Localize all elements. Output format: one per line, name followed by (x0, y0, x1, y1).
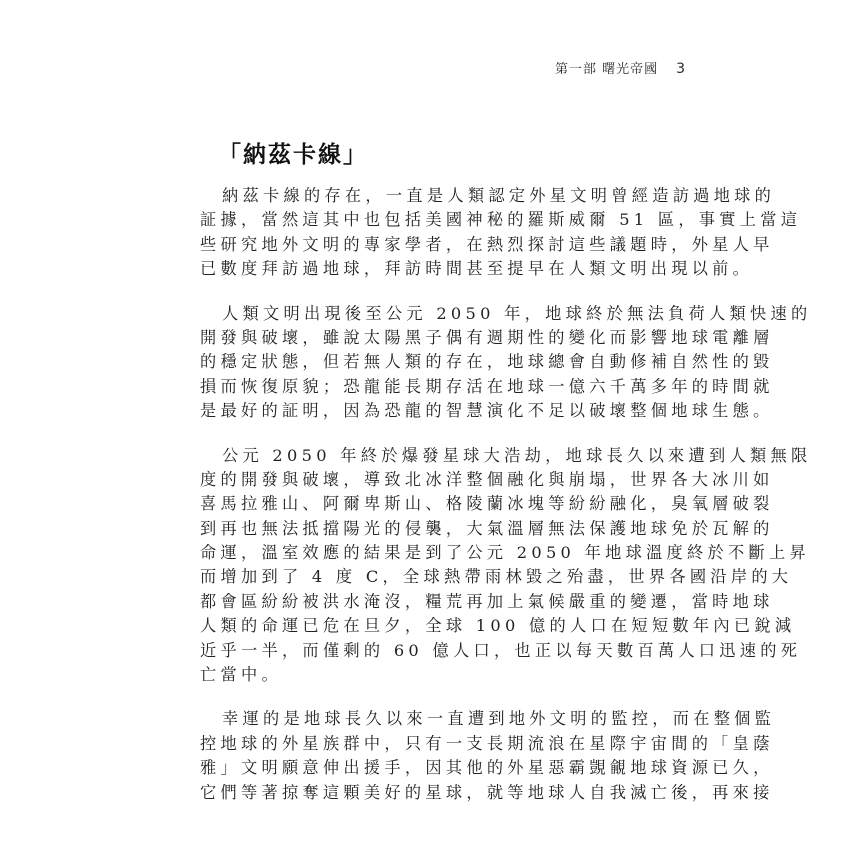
text-line: 都會區紛紛被洪水淹沒，糧荒再加上氣候嚴重的變遷，當時地球 (200, 591, 774, 611)
text-line: 納茲卡線的存在，一直是人類認定外星文明曾經造訪過地球的 (222, 186, 776, 205)
paragraph-4 (200, 707, 776, 805)
text-line: 開發與破壞，雖說太陽黑子偶有週期性的變化而影響地球電離層 (200, 327, 774, 347)
body-text (200, 184, 812, 825)
text-line: 雅」文明願意伸出援手，因其他的外星惡霸覬覦地球資源已久， (200, 758, 774, 778)
text-line: 到再也無法抵擋陽光的侵襲，大氣溫層無法保護地球免於瓦解的 (200, 518, 774, 538)
text-line: 度的開發與破壞，導致北冰洋整個融化與崩塌，世界各大冰川如 (200, 469, 774, 489)
text-line: 人類文明出現後至公元 2050 年，地球終於無法負荷人類快速的 (222, 303, 812, 323)
text-line: 些研究地外文明的專家學者，在熱烈探討這些議題時，外星人早 (200, 234, 774, 254)
paragraph-2 (200, 302, 812, 424)
running-header-section: 第一部 曙光帝國 (554, 62, 659, 77)
text-line: 幸運的是地球長久以來一直遭到地外文明的監控，而在整個監 (222, 709, 776, 729)
text-line: 亡當中。 (200, 665, 282, 685)
text-line: 而增加到了 4 度 C，全球熱帶雨林毀之殆盡，世界各國沿岸的大 (200, 567, 793, 587)
text-line: 是最好的証明，因為恐龍的智慧演化不足以破壞整個地球生態。 (200, 401, 774, 421)
paragraph-1 (200, 184, 802, 282)
text-line: 它們等著掠奪這顆美好的星球，就等地球人自我滅亡後，再來接 (200, 782, 774, 802)
paragraph-3 (200, 444, 812, 688)
text-line: 人類的命運已危在旦夕，全球 100 億的人口在短短數年內已銳減 (200, 616, 796, 636)
text-line: 喜馬拉雅山、阿爾卑斯山、格陵蘭冰塊等紛紛融化，臭氧層破裂 (200, 494, 774, 514)
text-line: 公元 2050 年終於爆發星球大浩劫，地球長久以來遭到人類無限 (222, 445, 812, 465)
text-line: 近乎一半，而僅剩的 60 億人口，也正以每天數百萬人口迅速的死 (200, 640, 802, 660)
chapter-title: 「納茲卡線」 (218, 141, 368, 168)
text-line: 証據，當然這其中也包括美國神秘的羅斯威爾 51 區，事實上當這 (200, 210, 802, 230)
page-number: 3 (676, 61, 686, 77)
text-line: 損而恢復原貌；恐龍能長期存活在地球一億六千萬多年的時間就 (200, 376, 774, 396)
text-line: 命運，溫室效應的結果是到了公元 2050 年地球溫度終於不斷上昇 (200, 543, 810, 563)
text-line: 的穩定狀態，但若無人類的存在，地球總會自動修補自然性的毀 (200, 352, 774, 372)
text-line: 控地球的外星族群中，只有一支長期流浪在星際宇宙間的「皇蔭 (200, 733, 774, 753)
running-header (555, 58, 686, 77)
text-line: 已數度拜訪過地球，拜訪時間甚至提早在人類文明出現以前。 (200, 259, 754, 279)
